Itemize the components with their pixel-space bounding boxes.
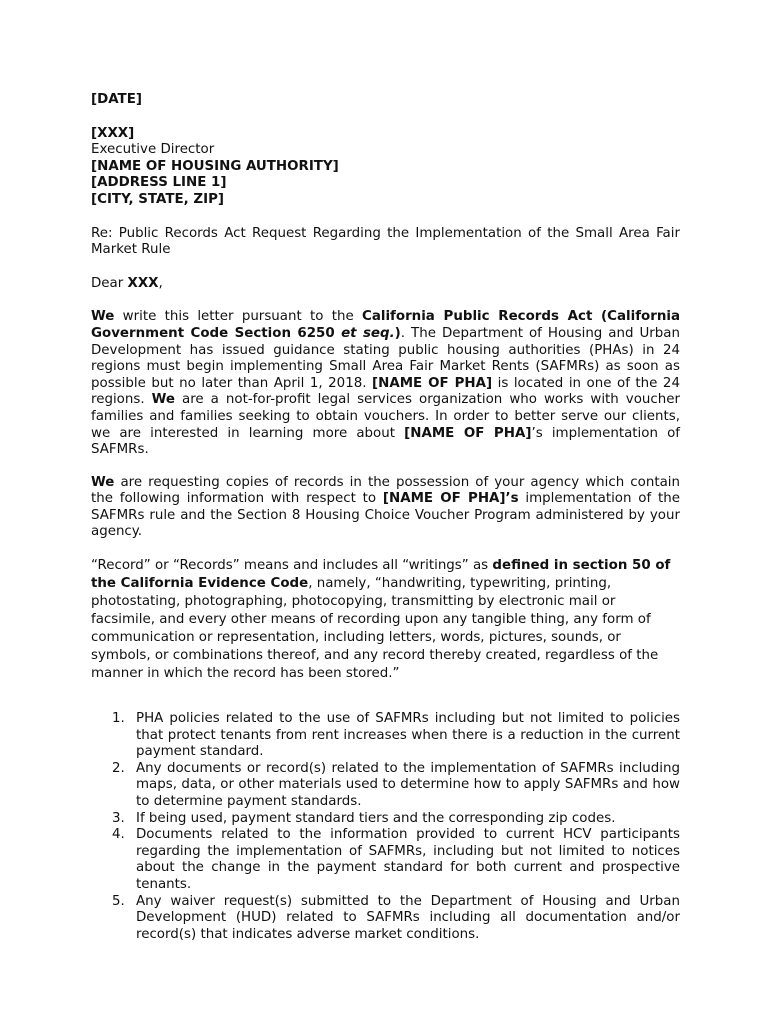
p2-we: We	[91, 474, 115, 490]
city-state-zip: [CITY, STATE, ZIP]	[91, 191, 225, 207]
list-item	[91, 711, 680, 761]
list-item-number: 5.	[112, 893, 125, 909]
recipient-title: Executive Director	[91, 142, 215, 158]
p1-pha-name-1: [NAME OF PHA]	[372, 375, 493, 391]
p2-text-1: are requesting copies of records in the possession of your agency which contain the following information with respect to	[91, 474, 680, 507]
p1-text-3: is located in one of the 24 regions.	[91, 375, 680, 408]
p1-we: We	[91, 309, 115, 325]
p1-text-1: write this letter pursuant to the	[114, 309, 362, 325]
recipient-name: [XXX]	[91, 125, 135, 141]
salutation-suffix: ,	[158, 275, 163, 291]
p3-evidence-code: defined in section 50 of the California Evidence Code	[91, 558, 671, 592]
letter-page	[91, 92, 680, 943]
list-item-text: Any documents or record(s) related to the implementation of SAFMRs including maps, data, or other materials used to determine how to apply SAFMRs and how to determine payment standards.	[136, 760, 680, 810]
requests-list	[91, 711, 680, 943]
list-item-text: Any waiver request(s) submitted to the Department of Housing and Urban Development (HUD) related to SAFMRs including all documentation and/or record(s) that indicates adverse market conditions.	[136, 893, 680, 942]
salutation-prefix: Dear	[91, 275, 128, 291]
list-item-number: 2.	[112, 760, 125, 776]
salutation-name: XXX	[127, 275, 159, 291]
list-item	[91, 894, 680, 944]
p1-cpra-close: )	[394, 325, 401, 341]
p2-pha-name: [NAME OF PHA]’s	[382, 491, 519, 507]
records-definition-paragraph	[91, 557, 680, 683]
intro-paragraph	[91, 309, 680, 458]
list-item-text: If being used, payment standard tiers and the corresponding zip codes.	[136, 810, 616, 826]
salutation	[91, 276, 680, 293]
list-item	[91, 761, 680, 811]
list-item	[91, 827, 680, 893]
p1-text-2: . The Department of Housing and Urban Development has issued guidance stating public housing authorities (PHAs) in 24 regions must begin implementing Small Area Fair Market Rents (SAFMRs) as soon as possible but no later than April 1, 2018.	[91, 325, 680, 391]
subject-line: Re: Public Records Act Request Regarding the Implementation of the Small Area Fair Market Rule	[91, 225, 680, 258]
p1-we-2: We	[151, 392, 175, 408]
list-item-text: Documents related to the information provided to current HCV participants regarding the implementation of SAFMRs, including but not limited to notices about the change in the payment standard for both current and prospective tenants.	[136, 827, 680, 892]
p1-text-5: ’s implementation of SAFMRs.	[91, 425, 680, 458]
list-item-text: PHA policies related to the use of SAFMRs including but not limited to policies that protect tenants from rent increases when there is a reduction in the current payment standard.	[136, 711, 680, 760]
p3-text-2: , namely, “handwriting, typewriting, printing, photostating, photographing, photocopying, transmitting by electronic mail or facsimile, and every other means of recording upon any tangible thing, any form of communication or representation, including letters, words, pictures, sounds, or symbols, or combinations thereof, and any record thereby created, regardless of the manner in which the record has been stored.”	[91, 576, 659, 682]
list-item-number: 1.	[112, 711, 125, 727]
p1-pha-name-2: [NAME OF PHA]	[404, 425, 532, 441]
p3-text-1: “Record” or “Records” means and includes all “writings” as	[91, 558, 493, 574]
p1-et-seq: et seq.	[341, 325, 395, 341]
housing-authority-name: [NAME OF HOUSING AUTHORITY]	[91, 158, 339, 174]
address-line-1: [ADDRESS LINE 1]	[91, 175, 227, 191]
p2-text-2: implementation of the SAFMRs rule and the Section 8 Housing Choice Voucher Program administered by your agency.	[91, 491, 680, 540]
p1-cpra-citation: California Public Records Act (California Government Code Section 6250	[91, 309, 680, 341]
list-item	[91, 811, 680, 828]
p1-text-4: are a not-for-profit legal services organization who works with voucher families and families seeking to obtain vouchers. In order to better serve our clients, we are interested in learning more about	[91, 392, 680, 441]
request-paragraph	[91, 475, 680, 541]
recipient-block	[91, 126, 680, 209]
list-item-number: 3.	[112, 810, 125, 826]
date-line: [DATE]	[91, 92, 142, 107]
list-item-number: 4.	[112, 827, 125, 843]
